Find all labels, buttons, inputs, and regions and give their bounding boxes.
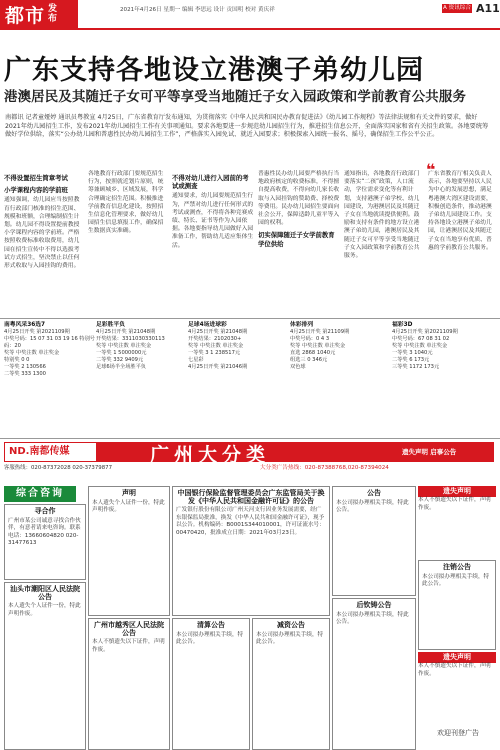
quote-mark-icon: ❝ bbox=[426, 160, 436, 179]
column-5-text: 通知指出，各地教育行政部门要落实“二孩”政策，人口流动，学位需求变化等有利计划，支持港澳子弟学校、幼儿园建设，为港澳居民及其随迁子女在当地就读提供便利。鼓励和支持有条件的地方设立港澳子弟幼儿园，港澳居民及其随迁子女可平等享受当地随迁子女入园政策和学前教育公共服务。 bbox=[344, 171, 420, 260]
lottery-line: 开奖结果：2102030+ bbox=[188, 336, 242, 342]
lottery-block bbox=[188, 322, 286, 371]
classified-title: 减资公告 bbox=[277, 621, 305, 629]
service-hotline: 客服热线：020-87372028 020-37379877 bbox=[4, 465, 113, 471]
classified-text: 广州市某公司诚意寻找合作伙伴，有意者请来电咨询。联系电话：13660604820 020-31477613 bbox=[8, 517, 81, 547]
lottery-line: 4月25日开奖 第2021109期 bbox=[392, 329, 458, 335]
lottery-line: 奖等 中奖注数 单注奖金 bbox=[188, 343, 244, 349]
lottery-line: 一等奖 3 1040元 bbox=[392, 350, 433, 356]
lottery-line: 一等奖 1 5000000元 bbox=[96, 350, 147, 356]
classified-title: 清算公告 bbox=[197, 621, 225, 629]
article-column-2 bbox=[88, 170, 168, 236]
classified-box-statement bbox=[88, 486, 170, 616]
lottery-line: 二等奖 333 1300 bbox=[4, 371, 46, 377]
classified-category-badge: 遗失声明 启事公告 bbox=[402, 448, 457, 456]
page-number: A11 bbox=[476, 2, 500, 15]
lottery-block bbox=[4, 322, 102, 378]
lottery-line: 三等奖 1172 173元 bbox=[392, 364, 440, 370]
classified-text: 本公司拟办理相关手续，特此公告。 bbox=[336, 611, 409, 626]
lottery-divider bbox=[0, 318, 500, 319]
lottery-title: 体彩排列 bbox=[290, 322, 314, 328]
classified-box-court-notice bbox=[4, 582, 86, 750]
lottery-block bbox=[392, 322, 490, 371]
classified-title: 中国银行保险监督管理委员会广东监管局关于换发《中华人民共和国金融许可证》的公告 bbox=[177, 489, 325, 505]
nandu-logo: ND.南都传媒 bbox=[4, 442, 102, 462]
classified-box-regulator-notice bbox=[172, 486, 330, 616]
welcome-ad-text: 欢迎刊登广告 bbox=[437, 729, 479, 737]
lottery-title: 南粤风采36选7 bbox=[4, 322, 46, 328]
column-4-subhead: 切实保障随迁子女学前教育学位供给 bbox=[258, 231, 335, 248]
classified-box-cooperation bbox=[4, 504, 86, 580]
lottery-line: 4月25日开奖 第21048期 bbox=[188, 329, 248, 335]
article-column-6 bbox=[428, 170, 496, 252]
edit-badge: A 资讯综合 bbox=[443, 5, 471, 11]
lottery-line: 一等奖 3 1 238517元 bbox=[188, 350, 241, 356]
classified-text: 本公司拟办理相关手续，特此公告。 bbox=[422, 573, 490, 588]
lottery-line: 中奖号码：67 08 31 02 bbox=[392, 336, 450, 342]
lottery-line: 二等奖 332 9409元 bbox=[96, 357, 144, 363]
classified-text: 广发银行股份有限公司广州天河支行因业务发展需要，经广东银保监局批准，换发《中华人民共和国金融许可证》，现予以公告。机构编码：B0001S344010001，许可证流水号：00470420，批准成立日期：2021年03月23日。 bbox=[176, 507, 325, 536]
lottery-line: 中奖号码：15 07 31 03 19 16 特别号码：20 bbox=[4, 336, 95, 349]
column-6-text: 广东省教育厅相关负责人表示，各地要坚持以人民为中心的发展思想，满足粤港澳大湾区建设需要，积极创造条件，推动港澳子弟幼儿园建设工作。支持各地设立港澳子弟幼儿园，让港澳居民及其随迁子女在当地享有优质、普惠的学前教育公共服务。 bbox=[428, 171, 492, 251]
lead-paragraph: 南都讯 记者童娅婷 通讯员粤教宣 4月25日，广东省教育厅发布通知，为贯彻落实《中华人民共和国民办教育促进法》《幼儿园工作规程》等法律法规和有关文件的要求，做好2021年幼儿园招生工作，发布2021年幼儿园招生工作有关事项通知。要求各地要进一步规范幼儿园招生行为，推进招生信息公开，全面落实国家和省有关招生政策。各地要统筹做好学位供给，落实“公办幼儿园和普惠性民办幼儿园招生工作”，严格落实入园免试、就近入园要求；积极探索入园统一报名、摇号，确保招生工作公平公正。 bbox=[5, 114, 489, 139]
lottery-line: 4月25日开奖 第21048期 bbox=[96, 329, 156, 335]
classified-text: 本公司拟办理相关手续，特此公告。 bbox=[336, 499, 409, 514]
classified-title: 广州市越秀区人民法院公告 bbox=[94, 621, 164, 637]
lottery-line: 中奖号码：0 4 3 bbox=[290, 336, 330, 342]
column-1-subhead-b: 小学课程内容的学前班 bbox=[4, 186, 68, 195]
lottery-block bbox=[96, 322, 194, 371]
lottery-line: 奖等 中奖注数 单注奖金 bbox=[4, 350, 60, 356]
lottery-title: 福彩3D bbox=[392, 322, 413, 328]
lottery-line: 4月25日开奖 第2021109期 bbox=[4, 329, 70, 335]
lottery-line: 足球6场半全场胜平负 bbox=[96, 364, 146, 370]
column-2-text: 各地教育行政部门要规范招生行为，按照就近划片原则，统筹兼顾城乡、区域发展，科学合理确定招生范围。积极推进学前教育信息化建设，按照招生信息化管理要求，做好幼儿园招生信息填报工作，确保招生数据真实准确。 bbox=[88, 171, 164, 235]
classified-box-deregistration bbox=[418, 560, 496, 650]
lottery-line: 双色球 bbox=[290, 364, 306, 370]
classified-text: 本公司拟办理相关手续，特此公告。 bbox=[176, 631, 244, 646]
lottery-line: 特别奖 0 0 bbox=[4, 357, 30, 363]
section-tag-sub: 发布 bbox=[48, 4, 58, 24]
article-column-1 bbox=[4, 170, 84, 270]
lottery-line: 4月25日开奖 第21046期 bbox=[188, 364, 248, 370]
article-column-5 bbox=[344, 170, 424, 260]
column-3-subhead: 不得对幼儿进行入园前的考试或测查 bbox=[172, 174, 249, 191]
classified-column-lost bbox=[418, 486, 496, 512]
lottery-line: 七星彩 bbox=[188, 357, 204, 363]
classified-title: 广州大分类 bbox=[150, 444, 271, 466]
subheadline: 港澳居民及其随迁子女可平等享受当地随迁子女入园政策和学前教育公共服务 bbox=[4, 90, 467, 105]
lottery-line: 直选 2868 1040元 bbox=[290, 350, 336, 356]
classified-title: 汕头市潮阳区人民法院公告 bbox=[10, 585, 80, 601]
classified-text: 本人遗失个人证件一份，特此声明作废。 bbox=[92, 499, 165, 514]
header-info: 2021年4月26日 星期一 编辑 李思远 设计 贡国明 校对 黄庆祥 bbox=[120, 7, 275, 13]
classified-text: 本人不慎遗失以下证件，声明作废。 bbox=[418, 497, 491, 511]
classified-box-notice bbox=[332, 486, 416, 596]
lottery-line: 奖等 中奖注数 单注奖金 bbox=[96, 343, 152, 349]
classified-box-yuexiu-court bbox=[88, 618, 170, 750]
section-tag bbox=[0, 0, 78, 28]
lottery-title: 足彩胜平负 bbox=[96, 322, 125, 328]
header-rule bbox=[0, 28, 500, 30]
classified-text: 本公司拟办理相关手续，特此公告。 bbox=[256, 631, 324, 646]
section-tag-label: 都市 bbox=[5, 4, 46, 27]
column-1-subhead-a: 不得设置招生简章考试 bbox=[4, 174, 68, 182]
ad-hotline: 大分类广告热线：020-87388768,020-87394024 bbox=[260, 465, 389, 471]
classified-text: 本人遗失个人证件一份，特此声明作废。 bbox=[8, 603, 81, 617]
article-column-3 bbox=[172, 170, 254, 250]
classified-box-houqin-notice bbox=[332, 598, 416, 750]
lost-notice-bar: 遗失声明 bbox=[418, 652, 496, 663]
column-1-text: 通知强调，幼儿园应当按照教育行政部门核准的招生范围、规模和班额，合理编制招生计划。幼儿园不得设置提前教授小学课程内容的学前班。严格按照收费标准收取费用，幼儿园在招生宣传中不得以选拔考试方式招生，坚决禁止以任何形式收取与入园挂钩的费用。 bbox=[4, 197, 80, 270]
lottery-block bbox=[290, 322, 388, 371]
lottery-line: 组选三 0 346元 bbox=[290, 357, 328, 363]
column-4-text: 普惠性民办幼儿园要严格执行当地政府核定的收费标准，不得擅自提高收费，不得向幼儿家长收取与入园挂钩的赞助费、择校费等费用。民办幼儿园招生要面向社会公开，保障适龄儿童平等入园的权利。 bbox=[258, 171, 340, 227]
lottery-line: 奖等 中奖注数 单注奖金 bbox=[392, 343, 448, 349]
headline: 广东支持各地设立港澳子弟幼儿园 bbox=[4, 55, 424, 86]
classified-text: 本人不慎遗失以下证件，声明作废。 bbox=[92, 639, 165, 653]
lost-notice-bar: 遗失声明 bbox=[418, 486, 496, 497]
classified-text: 本人不慎遗失以下证件，声明作废。 bbox=[418, 663, 491, 677]
lottery-title: 足球4场进球彩 bbox=[188, 322, 227, 328]
classified-title: 注销公告 bbox=[443, 563, 471, 571]
lottery-line: 4月25日开奖 第21109期 bbox=[290, 329, 350, 335]
lottery-line: 奖等 中奖注数 单注奖金 bbox=[290, 343, 346, 349]
classified-title: 公告 bbox=[367, 489, 381, 497]
classified-title: 声明 bbox=[122, 489, 136, 497]
classified-column-lost-2 bbox=[418, 652, 496, 678]
classified-section-header: 综合咨询 bbox=[4, 486, 76, 502]
lottery-line: 二等奖 6 173元 bbox=[392, 357, 430, 363]
classified-box-liquidation bbox=[172, 618, 250, 750]
classified-title: 寻合作 bbox=[34, 507, 56, 515]
lottery-line: 一等奖 2 130566 bbox=[4, 364, 46, 370]
article-column-4 bbox=[258, 170, 340, 250]
lottery-line: 开奖结果：3311030330113 bbox=[96, 336, 165, 342]
column-3-text: 通知要求，幼儿园要规范招生行为，严禁对幼儿进行任何形式的考试或测查，不得将各种竞赛成绩、特长、证书等作为入园依据。各地要指导幼儿园做好入园准备工作，帮助幼儿适应集体生活。 bbox=[172, 193, 254, 249]
classified-title: 后钦铸公告 bbox=[356, 601, 392, 609]
classified-box-capital-reduction bbox=[252, 618, 330, 750]
